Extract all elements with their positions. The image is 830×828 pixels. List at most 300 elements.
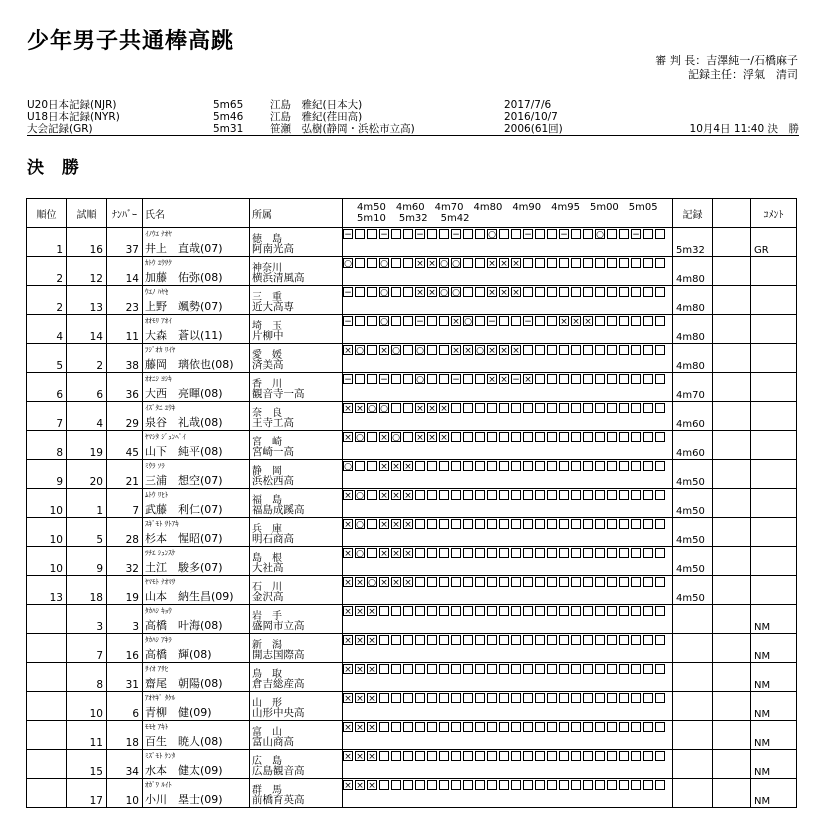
record-cell: 4m80 xyxy=(673,344,713,373)
attempt-box xyxy=(583,461,593,471)
round-title: 決 勝 xyxy=(27,158,85,178)
attempt-box: ○ xyxy=(380,288,388,298)
attempt-box xyxy=(547,751,557,761)
comment-cell xyxy=(751,547,797,576)
attempt-box: ○ xyxy=(392,346,400,356)
attempt-box: × xyxy=(428,404,436,414)
rank-cell xyxy=(27,750,67,779)
record-cell: 4m60 xyxy=(673,402,713,431)
attempt-box xyxy=(499,577,509,587)
attempt-box: ○ xyxy=(368,578,376,588)
attempt-box xyxy=(439,635,449,645)
attempt-box xyxy=(463,432,473,442)
club-text: 福島成蹊高 xyxy=(252,504,305,516)
divider xyxy=(27,135,799,136)
attempt-box: × xyxy=(500,346,508,356)
kana-text: ﾌｼﾞｵｶ ﾘｲﾔ xyxy=(145,346,176,354)
attempt-box xyxy=(547,664,557,674)
attempt-box xyxy=(499,548,509,558)
attempt-box xyxy=(559,635,569,645)
attempt-box xyxy=(511,664,521,674)
club-cell xyxy=(250,750,343,779)
athlete-name: 水本 健太(09) xyxy=(145,764,223,777)
attempt-box xyxy=(523,635,533,645)
club-text: 観音寺一高 xyxy=(252,388,305,400)
attempt-box xyxy=(463,693,473,703)
attempt-box xyxy=(379,780,389,790)
attempt-box xyxy=(631,722,641,732)
attempt-box: ○ xyxy=(356,433,364,443)
attempt-box xyxy=(655,287,665,297)
rank-cell: 10 xyxy=(27,518,67,547)
attempt-box xyxy=(631,345,641,355)
header-record: 記録 xyxy=(673,199,713,228)
attempt-box: × xyxy=(404,578,412,588)
attempt-box xyxy=(559,432,569,442)
attempt-box xyxy=(583,548,593,558)
attempt-box: × xyxy=(344,636,352,646)
attempt-box xyxy=(571,229,581,239)
name-cell xyxy=(143,373,250,402)
attempts-cell xyxy=(343,634,673,663)
attempts-cell xyxy=(343,576,673,605)
attempt-box xyxy=(607,664,617,674)
attempt-box xyxy=(583,229,593,239)
attempt-box xyxy=(595,287,605,297)
attempt-box xyxy=(475,635,485,645)
kana-text: ｵｶﾞﾜ ﾙｲﾄ xyxy=(145,781,172,789)
attempt-box: ○ xyxy=(416,375,424,385)
attempt-box xyxy=(439,461,449,471)
attempt-box xyxy=(547,345,557,355)
record-cell: 4m80 xyxy=(673,286,713,315)
attempt-box xyxy=(631,432,641,442)
name-cell xyxy=(143,402,250,431)
attempt-box xyxy=(547,229,557,239)
attempt-box xyxy=(655,577,665,587)
blank-cell xyxy=(713,460,751,489)
attempt-box: ○ xyxy=(416,346,424,356)
rank-cell xyxy=(27,721,67,750)
blank-cell xyxy=(713,663,751,692)
attempt-box xyxy=(559,519,569,529)
attempt-box xyxy=(367,461,377,471)
attempt-box xyxy=(355,258,365,268)
attempt-box xyxy=(499,751,509,761)
attempt-box xyxy=(511,548,521,558)
attempt-box xyxy=(427,780,437,790)
attempt-box xyxy=(451,432,461,442)
order-cell: 13 xyxy=(67,286,107,315)
attempt-box xyxy=(403,693,413,703)
bib-cell: 10 xyxy=(107,779,143,808)
attempt-box xyxy=(439,606,449,616)
bib-cell: 29 xyxy=(107,402,143,431)
attempt-box xyxy=(655,635,665,645)
attempt-box xyxy=(547,606,557,616)
attempt-box xyxy=(643,345,653,355)
attempt-box: ○ xyxy=(596,230,604,240)
order-cell: 9 xyxy=(67,547,107,576)
prefecture-text: 鳥 取 xyxy=(252,669,282,680)
attempt-box xyxy=(451,635,461,645)
attempt-box xyxy=(655,345,665,355)
kana-text: ｱｵﾔｷﾞ ﾀｹﾙ xyxy=(145,694,176,702)
height-label: 4m80 xyxy=(473,202,503,213)
bib-cell: 34 xyxy=(107,750,143,779)
prefecture-text: 愛 媛 xyxy=(252,350,282,361)
attempt-box xyxy=(523,490,533,500)
attempt-box xyxy=(583,751,593,761)
athlete-name: 杉本 惺昭(07) xyxy=(145,532,223,545)
attempt-box xyxy=(583,519,593,529)
bib-cell: 6 xyxy=(107,692,143,721)
attempt-box xyxy=(355,229,365,239)
attempt-box xyxy=(451,519,461,529)
attempt-box xyxy=(427,751,437,761)
attempt-box xyxy=(583,722,593,732)
rank-cell xyxy=(27,779,67,808)
table-row xyxy=(27,634,797,663)
attempts-cell xyxy=(343,692,673,721)
record-label: U18日本記録(NYR) xyxy=(27,111,120,123)
attempts-cell xyxy=(343,315,673,344)
rank-cell: 2 xyxy=(27,257,67,286)
attempt-box xyxy=(547,258,557,268)
attempt-box xyxy=(643,693,653,703)
record-holder: 江島 雅紀(日本大) xyxy=(270,99,363,111)
attempt-box xyxy=(403,635,413,645)
attempt-box xyxy=(367,345,377,355)
athlete-name: 百生 暁人(08) xyxy=(145,735,223,748)
attempt-box: × xyxy=(368,694,376,704)
attempt-box: − xyxy=(452,230,460,240)
attempt-box: × xyxy=(392,520,400,530)
attempt-box: × xyxy=(344,752,352,762)
attempt-box xyxy=(535,403,545,413)
attempt-box xyxy=(571,287,581,297)
club-cell xyxy=(250,431,343,460)
club-text: 富山商高 xyxy=(252,736,294,748)
attempt-box xyxy=(631,693,641,703)
name-cell xyxy=(143,489,250,518)
attempt-box xyxy=(451,693,461,703)
attempt-box: ○ xyxy=(380,404,388,414)
attempt-box xyxy=(655,374,665,384)
prefecture-text: 山 形 xyxy=(252,698,282,709)
attempt-box: × xyxy=(488,375,496,385)
order-cell: 19 xyxy=(67,431,107,460)
attempt-box: × xyxy=(344,520,352,530)
attempt-box xyxy=(535,229,545,239)
attempt-box xyxy=(619,345,629,355)
club-cell xyxy=(250,460,343,489)
attempt-box xyxy=(559,490,569,500)
attempt-box xyxy=(415,490,425,500)
attempt-box xyxy=(619,316,629,326)
attempt-box xyxy=(631,664,641,674)
attempt-box xyxy=(583,258,593,268)
attempt-box xyxy=(607,374,617,384)
attempt-box xyxy=(607,316,617,326)
attempt-box: ○ xyxy=(464,317,472,327)
athlete-name: 土江 駿多(07) xyxy=(145,561,223,574)
attempt-box xyxy=(523,287,533,297)
attempt-box xyxy=(511,316,521,326)
order-cell: 18 xyxy=(67,576,107,605)
attempt-box xyxy=(439,490,449,500)
attempt-box xyxy=(571,403,581,413)
club-text: 片柳中 xyxy=(252,330,284,342)
athlete-name: 藤岡 璃依也(08) xyxy=(145,358,234,371)
attempt-box: × xyxy=(356,404,364,414)
attempt-box: × xyxy=(344,723,352,733)
attempt-box xyxy=(607,548,617,558)
club-text: 済美高 xyxy=(252,359,284,371)
blank-cell xyxy=(713,373,751,402)
attempt-box: × xyxy=(344,781,352,791)
attempt-box xyxy=(427,606,437,616)
attempt-box xyxy=(463,606,473,616)
name-cell xyxy=(143,663,250,692)
attempt-box: × xyxy=(344,665,352,675)
attempt-box: × xyxy=(488,346,496,356)
name-cell xyxy=(143,315,250,344)
attempt-box xyxy=(391,229,401,239)
table-row xyxy=(27,344,797,373)
attempt-box xyxy=(523,780,533,790)
athlete-name: 齋尾 朝陽(08) xyxy=(145,677,223,690)
attempt-box xyxy=(595,519,605,529)
attempt-box xyxy=(607,490,617,500)
attempt-box xyxy=(463,780,473,790)
height-label: 4m50 xyxy=(357,202,386,213)
table-row xyxy=(27,518,797,547)
attempt-box xyxy=(367,229,377,239)
rank-cell xyxy=(27,692,67,721)
attempt-box xyxy=(499,461,509,471)
record-cell: 5m32 xyxy=(673,228,713,257)
attempt-box xyxy=(655,780,665,790)
blank-cell xyxy=(713,286,751,315)
attempt-box xyxy=(655,751,665,761)
attempt-box xyxy=(535,432,545,442)
athlete-name: 上野 颯勢(07) xyxy=(145,300,223,313)
name-cell xyxy=(143,634,250,663)
attempt-box xyxy=(511,403,521,413)
attempt-box xyxy=(619,403,629,413)
attempt-box xyxy=(559,664,569,674)
attempt-box xyxy=(631,374,641,384)
attempt-box xyxy=(403,345,413,355)
attempt-box xyxy=(571,345,581,355)
table-row xyxy=(27,402,797,431)
attempt-box: ○ xyxy=(380,259,388,269)
table-row xyxy=(27,576,797,605)
attempt-box: × xyxy=(356,578,364,588)
order-cell: 4 xyxy=(67,402,107,431)
attempt-box: × xyxy=(380,346,388,356)
attempt-box xyxy=(595,577,605,587)
attempts-cell xyxy=(343,344,673,373)
record-cell xyxy=(673,605,713,634)
attempt-box xyxy=(499,432,509,442)
rank-cell: 13 xyxy=(27,576,67,605)
attempt-box xyxy=(595,374,605,384)
comment-cell: NM xyxy=(751,692,797,721)
attempt-box xyxy=(439,345,449,355)
attempt-box xyxy=(559,780,569,790)
attempt-box: × xyxy=(368,781,376,791)
table-row xyxy=(27,286,797,315)
attempt-box xyxy=(439,577,449,587)
athlete-name: 大森 蒼以(11) xyxy=(145,329,223,342)
comment-cell: NM xyxy=(751,605,797,634)
table-row xyxy=(27,605,797,634)
attempt-box xyxy=(619,606,629,616)
attempt-box xyxy=(535,345,545,355)
attempt-box: ○ xyxy=(356,346,364,356)
table-row xyxy=(27,663,797,692)
attempt-box xyxy=(487,490,497,500)
name-cell xyxy=(143,605,250,634)
attempt-box xyxy=(547,316,557,326)
attempt-box xyxy=(535,548,545,558)
attempt-box xyxy=(559,461,569,471)
attempts-cell xyxy=(343,547,673,576)
height-label: 4m70 xyxy=(434,202,464,213)
club-text: 浜松西高 xyxy=(252,475,294,487)
attempt-box xyxy=(535,258,545,268)
comment-cell: NM xyxy=(751,750,797,779)
attempt-box: × xyxy=(404,462,412,472)
header-name: 氏名 xyxy=(143,199,250,228)
attempt-box xyxy=(595,751,605,761)
bib-cell: 32 xyxy=(107,547,143,576)
record-mark: 5m65 xyxy=(213,99,244,111)
name-cell xyxy=(143,460,250,489)
attempt-box xyxy=(451,461,461,471)
attempt-box xyxy=(547,722,557,732)
attempt-box xyxy=(475,258,485,268)
attempt-box: − xyxy=(380,375,388,385)
rank-cell: 9 xyxy=(27,460,67,489)
attempt-box xyxy=(511,432,521,442)
attempt-box xyxy=(415,664,425,674)
attempt-box xyxy=(619,490,629,500)
attempts-cell xyxy=(343,605,673,634)
record-cell xyxy=(673,721,713,750)
blank-cell xyxy=(713,576,751,605)
header-rank: 順位 xyxy=(27,199,67,228)
attempt-box xyxy=(607,780,617,790)
attempt-box xyxy=(499,519,509,529)
attempt-box xyxy=(451,664,461,674)
recorder-label: 記録主任：浮氣 清司 xyxy=(688,68,798,81)
attempt-box xyxy=(631,403,641,413)
attempt-box: × xyxy=(416,433,424,443)
attempt-box xyxy=(427,693,437,703)
attempt-box xyxy=(547,432,557,442)
attempt-box xyxy=(487,722,497,732)
attempt-box: × xyxy=(416,404,424,414)
attempt-box xyxy=(583,490,593,500)
attempt-box xyxy=(475,461,485,471)
attempt-box xyxy=(655,316,665,326)
attempt-box xyxy=(631,519,641,529)
attempt-box xyxy=(619,258,629,268)
attempt-box xyxy=(559,548,569,558)
attempt-box: × xyxy=(428,288,436,298)
attempt-box xyxy=(583,577,593,587)
attempt-box xyxy=(475,229,485,239)
attempt-box: × xyxy=(344,491,352,501)
page-title: 少年男子共通棒高跳 xyxy=(27,29,235,54)
officials xyxy=(655,54,798,82)
attempts-cell xyxy=(343,663,673,692)
order-cell: 12 xyxy=(67,257,107,286)
club-text: 王寺工高 xyxy=(252,417,294,429)
blank-cell xyxy=(713,750,751,779)
attempts-cell xyxy=(343,779,673,808)
attempt-box xyxy=(607,258,617,268)
attempt-box xyxy=(595,606,605,616)
attempt-box xyxy=(511,519,521,529)
order-cell: 7 xyxy=(67,634,107,663)
height-label: 4m95 xyxy=(551,202,580,213)
attempt-box xyxy=(535,519,545,529)
kana-text: ﾂﾁｴ ｼｭﾝｽｹ xyxy=(145,549,176,557)
attempt-box: ○ xyxy=(380,317,388,327)
club-cell xyxy=(250,489,343,518)
attempt-box xyxy=(463,635,473,645)
kana-text: ｳｴﾉ ﾊﾔｾ xyxy=(145,288,169,296)
attempt-box: − xyxy=(452,375,460,385)
order-cell: 1 xyxy=(67,489,107,518)
attempt-box xyxy=(523,548,533,558)
attempt-box xyxy=(475,722,485,732)
attempt-box xyxy=(643,490,653,500)
attempt-box xyxy=(547,403,557,413)
height-label: 5m32 xyxy=(398,213,428,224)
attempt-box xyxy=(511,693,521,703)
kana-text: ｵｵﾆｼ ﾖｼｷ xyxy=(145,375,172,383)
attempt-box xyxy=(571,606,581,616)
attempt-box: × xyxy=(380,491,388,501)
bib-cell: 31 xyxy=(107,663,143,692)
blank-cell xyxy=(713,692,751,721)
attempt-box xyxy=(463,577,473,587)
attempt-box xyxy=(403,258,413,268)
attempt-box: × xyxy=(368,636,376,646)
attempt-box: × xyxy=(356,694,364,704)
attempt-box xyxy=(655,664,665,674)
attempt-box xyxy=(535,577,545,587)
attempt-box xyxy=(379,664,389,674)
attempt-box xyxy=(595,345,605,355)
rank-cell: 6 xyxy=(27,373,67,402)
attempt-box xyxy=(415,751,425,761)
kana-text: ｵｵﾓﾘ ｱｵｲ xyxy=(145,317,172,325)
attempt-box xyxy=(559,693,569,703)
attempt-box: − xyxy=(488,317,496,327)
attempt-box xyxy=(595,432,605,442)
attempt-box xyxy=(559,287,569,297)
attempt-box xyxy=(619,229,629,239)
rank-cell: 5 xyxy=(27,344,67,373)
attempt-box: × xyxy=(392,462,400,472)
attempt-box xyxy=(487,780,497,790)
